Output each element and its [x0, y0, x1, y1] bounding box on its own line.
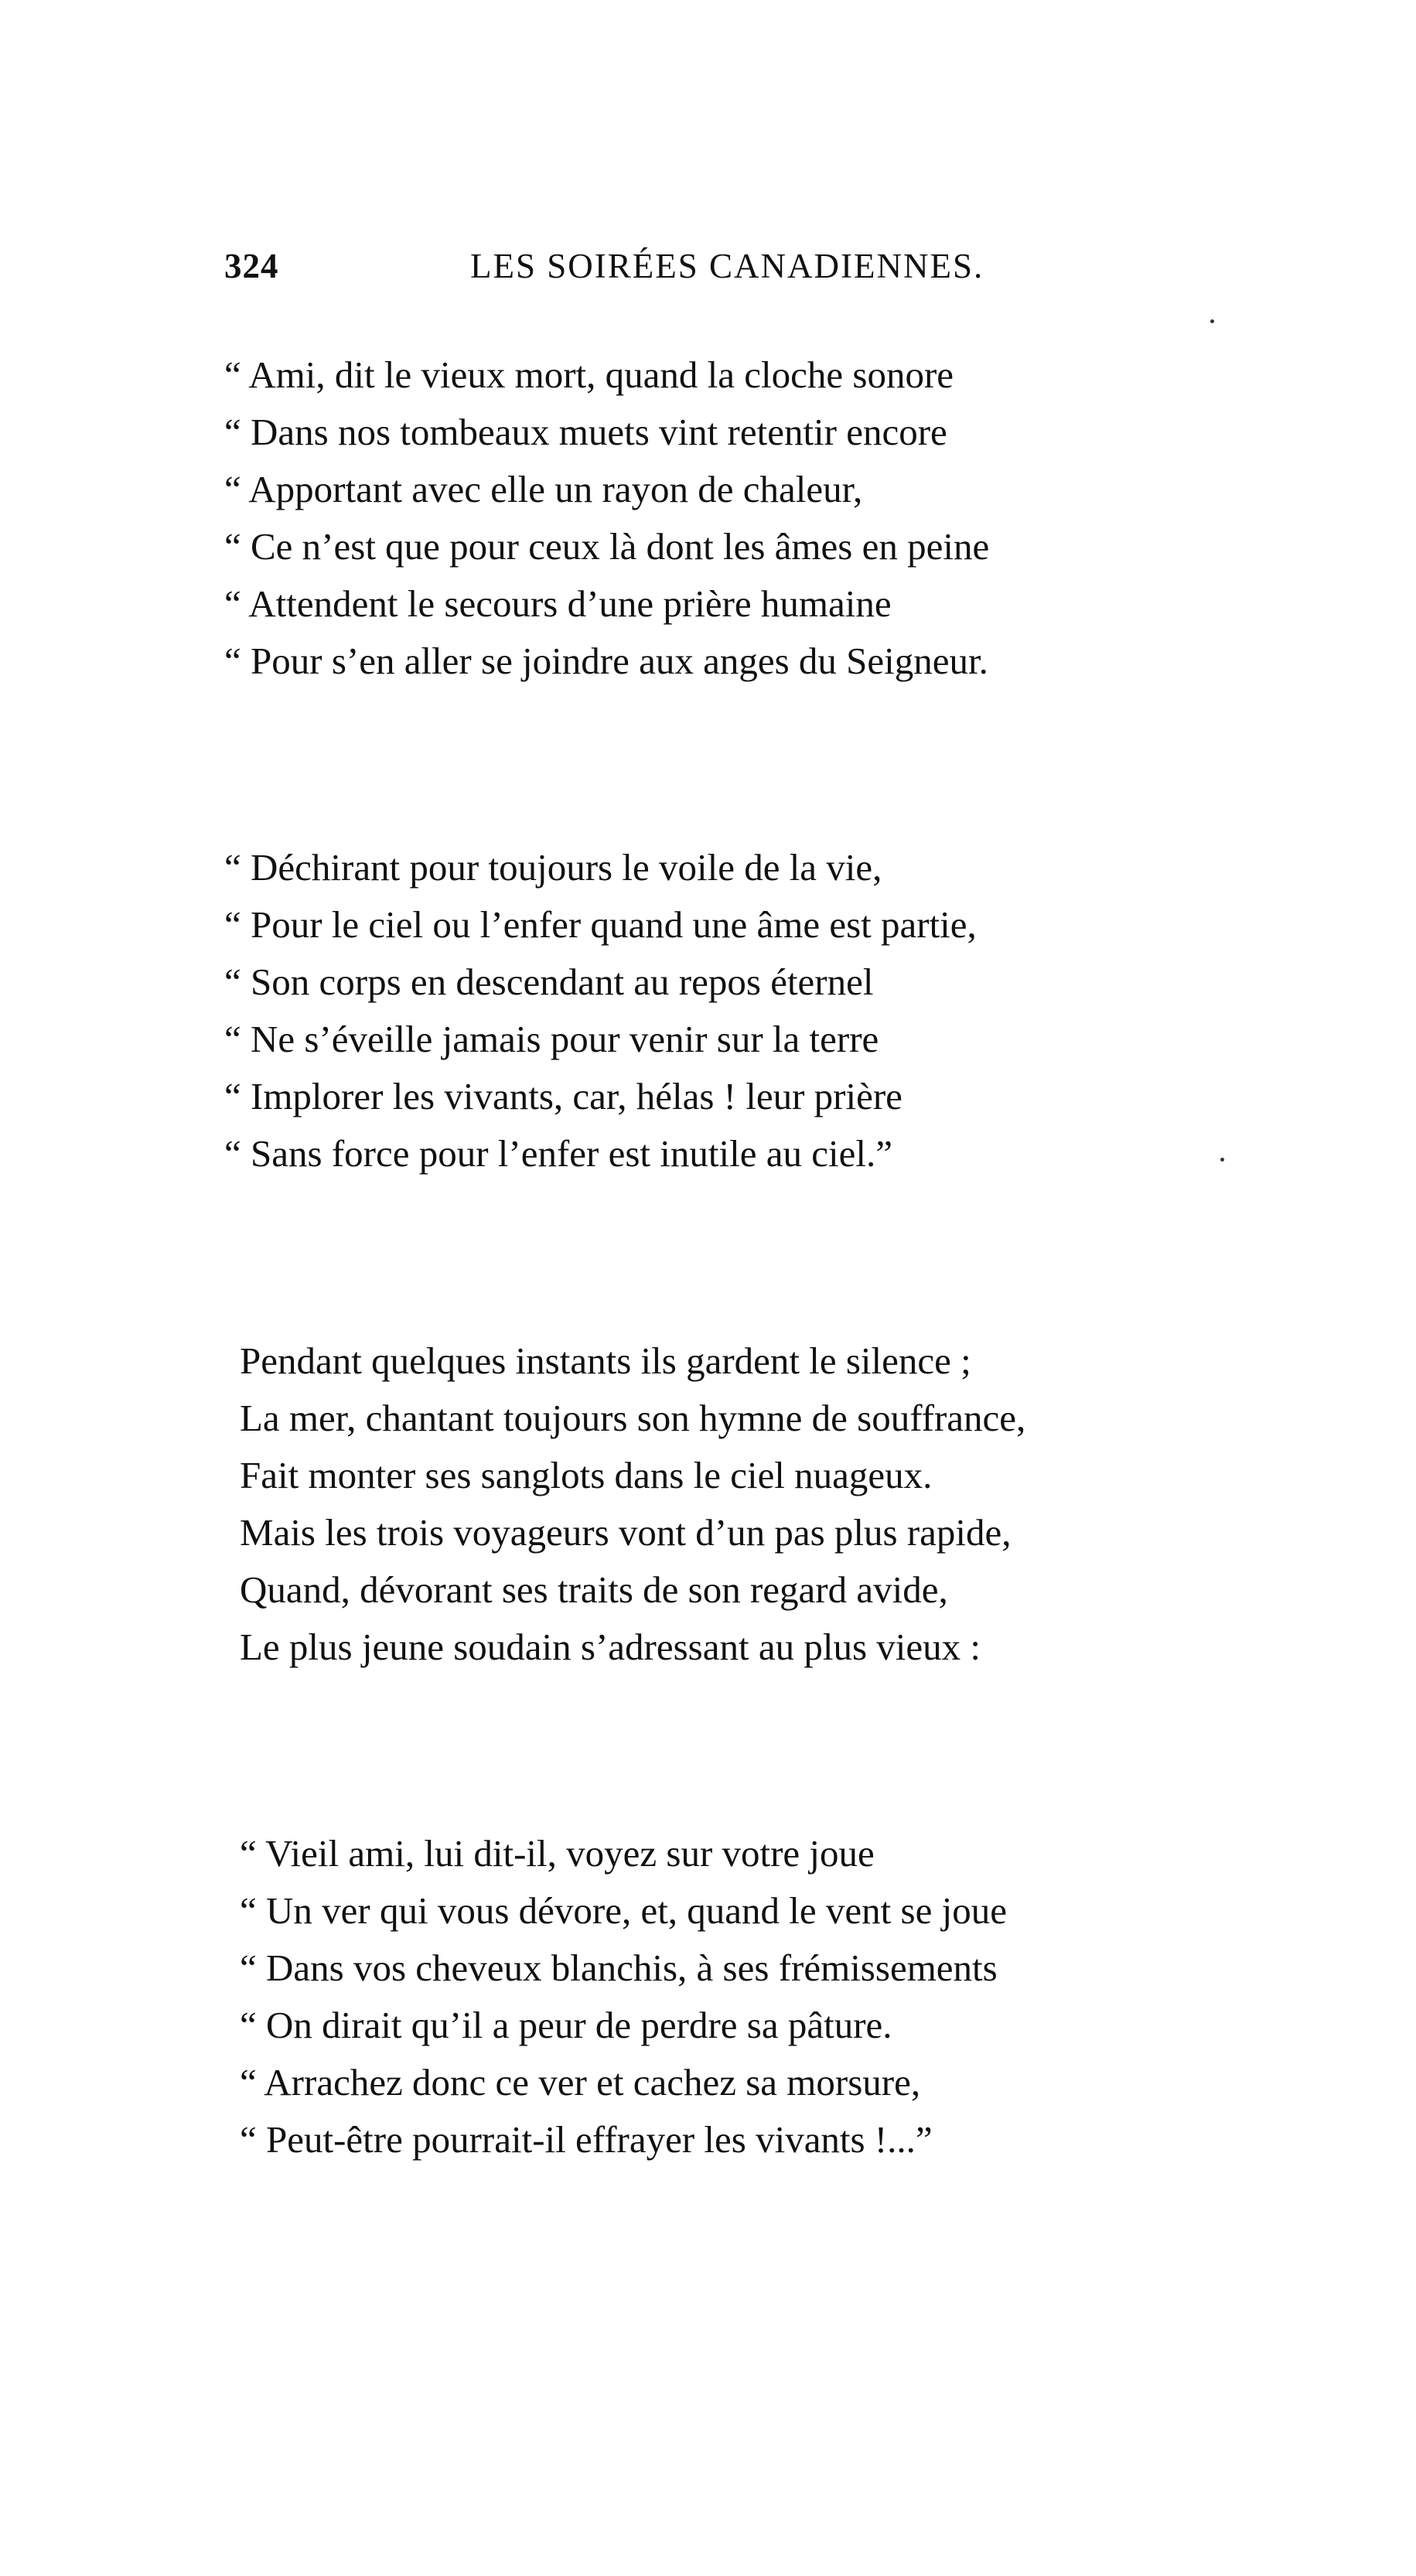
- page-header: [224, 246, 1206, 292]
- verse-line: Pendant quelques instants ils gardent le silence ;: [240, 1339, 971, 1382]
- stanza-2: [224, 839, 977, 1182]
- verse-line: “ On dirait qu’il a peur de perdre sa pâture.: [240, 2004, 892, 2046]
- verse-line: La mer, chantant toujours son hymne de souffrance,: [240, 1397, 1026, 1439]
- print-speck: [1220, 1158, 1224, 1162]
- verse-line: “ Implorer les vivants, car, hélas ! leur prière: [224, 1075, 902, 1117]
- verse-line: “ Sans force pour l’enfer est inutile au ciel.”: [224, 1132, 892, 1175]
- verse-line: “ Pour s’en aller se joindre aux anges du Seigneur.: [224, 640, 988, 682]
- stanza-3: [240, 1332, 1025, 1676]
- verse-line: “ Son corps en descendant au repos éternel: [224, 960, 874, 1003]
- print-speck: [1210, 319, 1214, 323]
- verse-line: “ Un ver qui vous dévore, et, quand le vent se joue: [240, 1889, 1007, 1932]
- verse-line: “ Attendent le secours d’une prière humaine: [224, 582, 892, 625]
- verse-line: Fait monter ses sanglots dans le ciel nuageux.: [240, 1454, 933, 1496]
- verse-line: “ Déchirant pour toujours le voile de la vie,: [224, 846, 882, 889]
- verse-line: “ Peut-être pourrait-il effrayer les vivants !...”: [240, 2118, 933, 2161]
- verse-line: “ Dans vos cheveux blanchis, à ses frémissements: [240, 1947, 998, 1989]
- verse-line: “ Ne s’éveille jamais pour venir sur la terre: [224, 1018, 879, 1060]
- verse-line: “ Pour le ciel ou l’enfer quand une âme est partie,: [224, 903, 977, 946]
- verse-line: “ Apportant avec elle un rayon de chaleur,: [224, 468, 863, 510]
- verse-line: “ Dans nos tombeaux muets vint retentir encore: [224, 411, 947, 453]
- verse-line: “ Ce n’est que pour ceux là dont les âmes en peine: [224, 525, 990, 568]
- verse-line: “ Arrachez donc ce ver et cachez sa morsure,: [240, 2061, 921, 2103]
- stanza-1: [224, 346, 989, 690]
- stanza-4: [240, 1825, 1007, 2168]
- verse-line: Mais les trois voyageurs vont d’un pas plus rapide,: [240, 1511, 1012, 1554]
- verse-line: Le plus jeune soudain s’adressant au plus vieux :: [240, 1626, 981, 1668]
- page-number: 324: [224, 247, 279, 285]
- verse-line: “ Vieil ami, lui dit-il, voyez sur votre joue: [240, 1832, 875, 1875]
- verse-line: Quand, dévorant ses traits de son regard avide,: [240, 1568, 948, 1611]
- running-title: LES SOIRÉES CANADIENNES.: [470, 247, 984, 285]
- verse-line: “ Ami, dit le vieux mort, quand la cloche sonore: [224, 353, 954, 396]
